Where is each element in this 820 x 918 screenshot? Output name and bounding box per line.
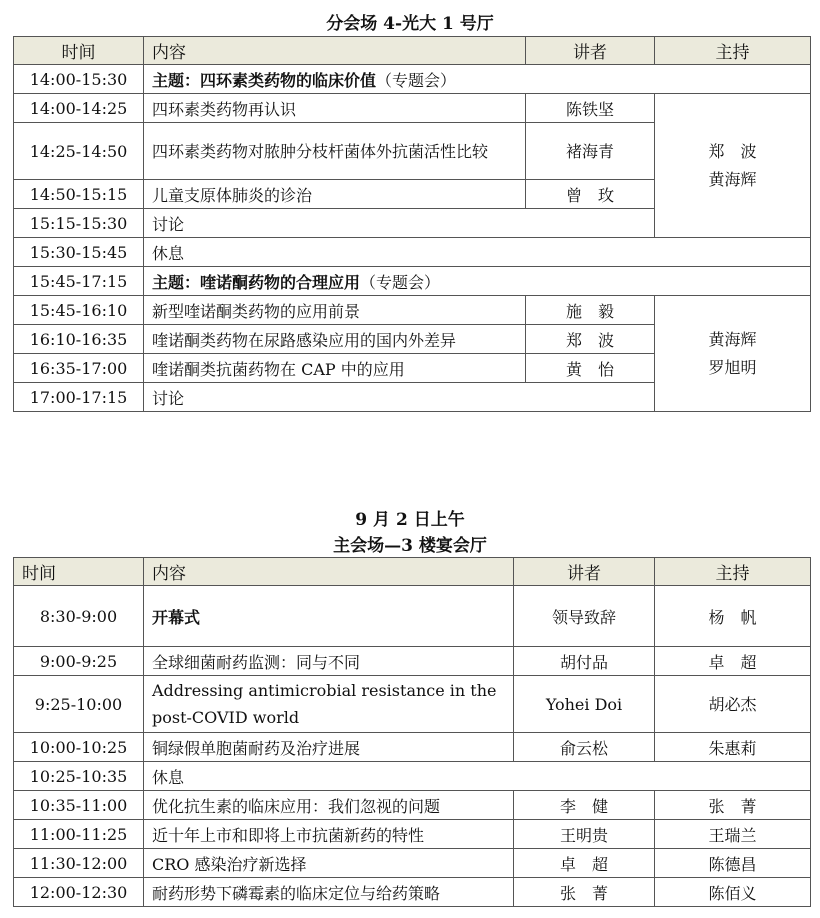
schedule-table-branch [13, 36, 811, 412]
row-host: 卓 超 [655, 647, 811, 676]
row-content: 讨论 [144, 383, 655, 412]
theme-cell [144, 267, 811, 296]
header-time: 时间 [14, 37, 144, 65]
table-row [14, 733, 811, 762]
table-row [14, 791, 811, 820]
header-speaker: 讲者 [514, 558, 655, 586]
schedule-table-main [13, 557, 811, 907]
row-time: 11:30-12:00 [14, 849, 144, 878]
theme-cell [144, 65, 811, 94]
row-host: 陈德昌 [655, 849, 811, 878]
row-speaker: 王明贵 [514, 820, 655, 849]
row-time: 10:00-10:25 [14, 733, 144, 762]
row-content: 铜绿假单胞菌耐药及治疗进展 [144, 733, 514, 762]
row-content: 四环素类药物对脓肿分枝杆菌体外抗菌活性比较 [144, 123, 526, 180]
opening-row [14, 586, 811, 647]
break-label: 休息 [144, 762, 811, 791]
host-name: 黄海辉 [708, 169, 757, 189]
row-content: 儿童支原体肺炎的诊治 [144, 180, 526, 209]
row-speaker: 黄 怡 [526, 354, 655, 383]
row-host: 陈佰义 [655, 878, 811, 907]
row-host: 王瑞兰 [655, 820, 811, 849]
row-time: 8:30-9:00 [14, 586, 144, 647]
row-host: 胡必杰 [655, 676, 811, 733]
header-content: 内容 [144, 37, 526, 65]
row-content: 全球细菌耐药监测：同与不同 [144, 647, 514, 676]
row-content: 四环素类药物再认识 [144, 94, 526, 123]
row-content: 优化抗生素的临床应用：我们忽视的问题 [144, 791, 514, 820]
row-content: 耐药形势下磷霉素的临床定位与给药策略 [144, 878, 514, 907]
theme-suffix: （专题会） [360, 272, 441, 292]
row-speaker: 陈铁坚 [526, 94, 655, 123]
session-title: 分会场 4-光大 1 号厅 [326, 14, 494, 34]
venue-title: 主会场—3 楼宴会厅 [333, 536, 487, 556]
header-time: 时间 [14, 558, 144, 586]
row-time: 11:00-11:25 [14, 820, 144, 849]
row-content: 喹诺酮类药物在尿路感染应用的国内外差异 [144, 325, 526, 354]
break-label: 休息 [144, 238, 811, 267]
row-time: 16:35-17:00 [14, 354, 144, 383]
table-row [14, 647, 811, 676]
header-host: 主持 [655, 558, 811, 586]
theme-suffix: （专题会） [376, 70, 457, 90]
row-speaker: 胡付品 [514, 647, 655, 676]
row-time: 15:45-16:10 [14, 296, 144, 325]
row-content: CRO 感染治疗新选择 [144, 849, 514, 878]
row-speaker: 李 健 [514, 791, 655, 820]
row-time: 16:10-16:35 [14, 325, 144, 354]
row-speaker: 褚海青 [526, 123, 655, 180]
header-content: 内容 [144, 558, 514, 586]
row-time: 14:25-14:50 [14, 123, 144, 180]
row-speaker: 施 毅 [526, 296, 655, 325]
row-content: 开幕式 [144, 586, 514, 647]
table-row [14, 820, 811, 849]
row-speaker: 郑 波 [526, 325, 655, 354]
table-header-row [14, 37, 811, 65]
row-host: 杨 帆 [655, 586, 811, 647]
row-content: 近十年上市和即将上市抗菌新药的特性 [144, 820, 514, 849]
row-content: 喹诺酮类抗菌药物在 CAP 中的应用 [144, 354, 526, 383]
row-time: 9:00-9:25 [14, 647, 144, 676]
row-speaker: 俞云松 [514, 733, 655, 762]
theme-time: 14:00-15:30 [14, 65, 144, 94]
theme-time: 15:45-17:15 [14, 267, 144, 296]
row-time: 15:15-15:30 [14, 209, 144, 238]
break-row [14, 238, 811, 267]
theme-title: 主题：喹诺酮药物的合理应用 [152, 272, 361, 292]
table-row [14, 849, 811, 878]
row-time: 10:35-11:00 [14, 791, 144, 820]
header-speaker: 讲者 [526, 37, 655, 65]
break-time: 15:30-15:45 [14, 238, 144, 267]
host-cell [655, 94, 811, 238]
theme-title: 主题：四环素类药物的临床价值 [152, 70, 377, 90]
date-title: 9 月 2 日上午 [355, 510, 465, 530]
row-content: Addressing antimicrobial resistance in the post-COVID world [144, 676, 514, 733]
row-time: 14:50-15:15 [14, 180, 144, 209]
header-host: 主持 [655, 37, 811, 65]
row-content: 新型喹诺酮类药物的应用前景 [144, 296, 526, 325]
row-host: 朱惠莉 [655, 733, 811, 762]
row-content: 讨论 [144, 209, 655, 238]
row-speaker: Yohei Doi [514, 676, 655, 733]
host-name: 郑 波 [708, 141, 757, 161]
break-row [14, 762, 811, 791]
theme-row [14, 65, 811, 94]
row-time: 14:00-14:25 [14, 94, 144, 123]
table-row [14, 296, 811, 325]
row-time: 12:00-12:30 [14, 878, 144, 907]
row-speaker: 曾 玫 [526, 180, 655, 209]
break-time: 10:25-10:35 [14, 762, 144, 791]
host-name: 罗旭明 [708, 357, 757, 377]
row-host: 张 菁 [655, 791, 811, 820]
host-name: 黄海辉 [708, 329, 757, 349]
row-speaker: 卓 超 [514, 849, 655, 878]
row-time: 17:00-17:15 [14, 383, 144, 412]
table-row [14, 878, 811, 907]
host-cell [655, 296, 811, 412]
theme-row [14, 267, 811, 296]
table-row [14, 94, 811, 123]
table-header-row [14, 558, 811, 586]
row-time: 9:25-10:00 [14, 676, 144, 733]
row-speaker: 领导致辞 [514, 586, 655, 647]
row-speaker: 张 菁 [514, 878, 655, 907]
table-row [14, 676, 811, 733]
